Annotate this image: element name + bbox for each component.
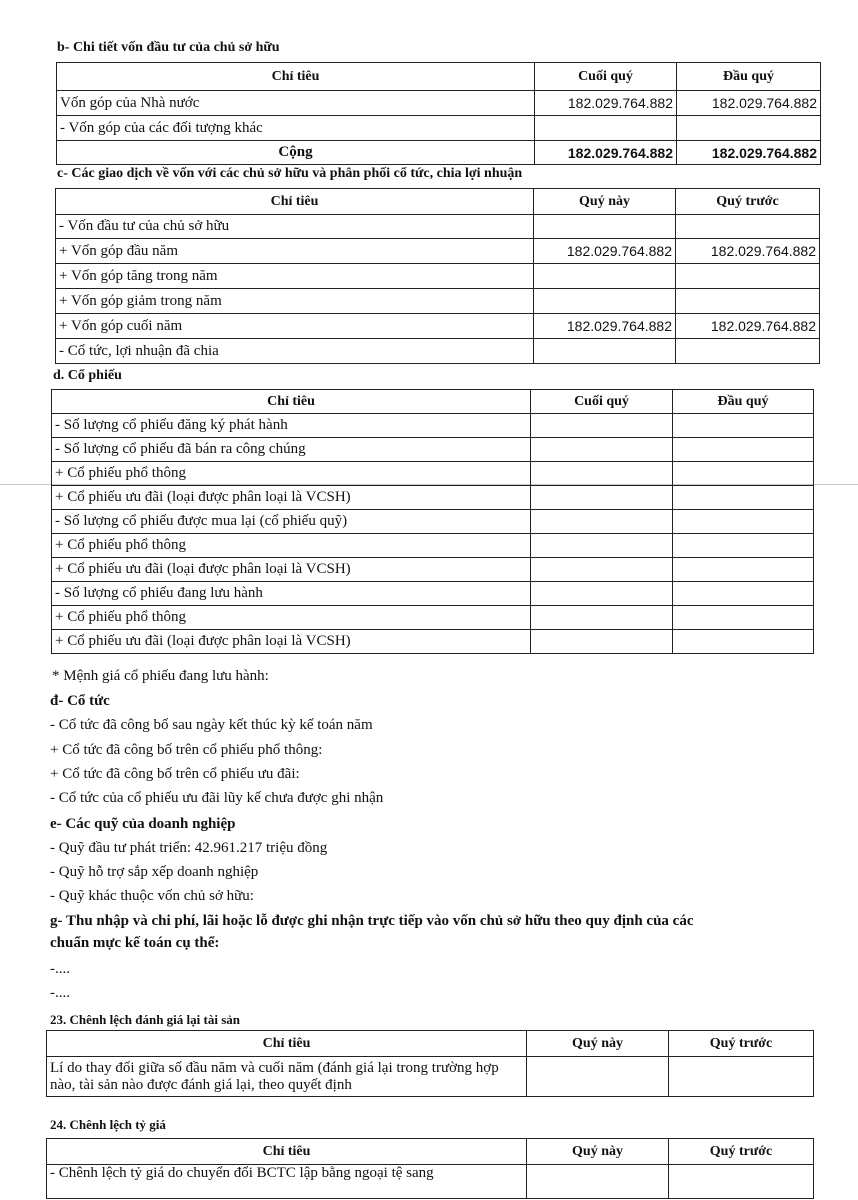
begin-quarter-value xyxy=(673,534,814,558)
dividend-line: - Cổ tức đã công bố sau ngày kết thúc kỳ kế toán năm xyxy=(50,717,373,733)
begin-quarter-value xyxy=(673,486,814,510)
placeholder-line: -.... xyxy=(50,961,70,977)
table-row xyxy=(52,534,814,558)
begin-quarter-value xyxy=(673,414,814,438)
col-header-indicator: Chỉ tiêu xyxy=(56,189,534,215)
table-row xyxy=(47,1165,814,1199)
end-quarter-value xyxy=(531,558,673,582)
this-quarter-value xyxy=(534,264,676,289)
col-header-end-quarter: Cuối quý xyxy=(531,390,673,414)
end-quarter-value: 182.029.764.882 xyxy=(535,91,677,116)
begin-quarter-value xyxy=(673,630,814,654)
exchange-rate-table xyxy=(46,1138,814,1199)
end-quarter-value xyxy=(535,116,677,141)
row-label: - Số lượng cổ phiếu được mua lại (cổ phiếu quỹ) xyxy=(52,510,531,534)
table-row xyxy=(52,462,814,486)
this-quarter-value xyxy=(534,289,676,314)
section-e-heading: e- Các quỹ của doanh nghiệp xyxy=(50,816,236,832)
col-header-begin-quarter: Đầu quý xyxy=(673,390,814,414)
row-label: + Cổ phiếu ưu đãi (loại được phân loại là VCSH) xyxy=(52,486,531,510)
total-row xyxy=(57,141,821,165)
col-header-indicator: Chỉ tiêu xyxy=(47,1139,527,1165)
col-header-end-quarter: Cuối quý xyxy=(535,63,677,91)
section-dd-heading: đ- Cổ tức xyxy=(50,693,110,709)
section-c-heading: c- Các giao dịch về vốn với các chủ sở hữu và phân phối cổ tức, chia lợi nhuận xyxy=(57,166,523,181)
dividend-line: + Cổ tức đã công bố trên cổ phiếu ưu đãi: xyxy=(50,766,300,782)
previous-quarter-value: 182.029.764.882 xyxy=(676,314,820,339)
row-label: - Số lượng cổ phiếu đăng ký phát hành xyxy=(52,414,531,438)
table-row xyxy=(52,510,814,534)
previous-quarter-value xyxy=(676,264,820,289)
col-header-previous-quarter: Quý trước xyxy=(669,1139,814,1165)
col-header-begin-quarter: Đầu quý xyxy=(677,63,821,91)
row-label: + Cổ phiếu phổ thông xyxy=(52,462,531,486)
end-quarter-value xyxy=(531,486,673,510)
table-header-row xyxy=(56,189,820,215)
this-quarter-value: 182.029.764.882 xyxy=(534,239,676,264)
table-row xyxy=(52,630,814,654)
table-row xyxy=(56,289,820,314)
row-label: + Cổ phiếu ưu đãi (loại được phân loại là VCSH) xyxy=(52,558,531,582)
row-label: + Vốn góp giảm trong năm xyxy=(56,289,534,314)
row-label: + Cổ phiếu phổ thông xyxy=(52,606,531,630)
row-label: + Vốn góp cuối năm xyxy=(56,314,534,339)
begin-quarter-value: 182.029.764.882 xyxy=(677,91,821,116)
row-label: - Số lượng cổ phiếu đang lưu hành xyxy=(52,582,531,606)
col-header-indicator: Chỉ tiêu xyxy=(47,1031,527,1057)
previous-quarter-value xyxy=(669,1165,814,1199)
dividend-line: - Cổ tức của cổ phiếu ưu đãi lũy kế chưa được ghi nhận xyxy=(50,790,384,806)
row-label: Lí do thay đổi giữa số đầu năm và cuối năm (đánh giá lại trong trường hợp nào, tài sản nào được đánh giá lại, theo quyết định xyxy=(47,1057,527,1097)
section-g-heading-line2: chuẩn mực kế toán cụ thể: xyxy=(50,935,220,951)
row-label: Vốn góp của Nhà nước xyxy=(57,91,535,116)
table-row xyxy=(57,116,821,141)
end-quarter-value xyxy=(531,414,673,438)
table-header-row xyxy=(57,63,821,91)
this-quarter-value xyxy=(527,1057,669,1097)
end-quarter-value xyxy=(531,534,673,558)
row-label: + Vốn góp tăng trong năm xyxy=(56,264,534,289)
begin-quarter-value xyxy=(673,510,814,534)
table-header-row xyxy=(47,1139,814,1165)
table-row xyxy=(57,91,821,116)
table-row xyxy=(56,339,820,364)
table-row xyxy=(52,582,814,606)
end-quarter-value xyxy=(531,510,673,534)
table-row xyxy=(52,606,814,630)
this-quarter-value xyxy=(527,1165,669,1199)
this-quarter-value xyxy=(534,215,676,239)
revaluation-table xyxy=(46,1030,814,1097)
table-row xyxy=(52,558,814,582)
table-row xyxy=(52,414,814,438)
row-label: - Số lượng cổ phiếu đã bán ra công chúng xyxy=(52,438,531,462)
total-begin-quarter: 182.029.764.882 xyxy=(677,141,821,165)
total-label: Cộng xyxy=(57,141,535,165)
end-quarter-value xyxy=(531,630,673,654)
total-end-quarter: 182.029.764.882 xyxy=(535,141,677,165)
section-d-heading: d. Cổ phiếu xyxy=(53,368,122,383)
end-quarter-value xyxy=(531,462,673,486)
col-header-previous-quarter: Quý trước xyxy=(669,1031,814,1057)
shares-table xyxy=(51,389,814,654)
row-label: - Cổ tức, lợi nhuận đã chia xyxy=(56,339,534,364)
fund-line: - Quỹ hỗ trợ sắp xếp doanh nghiệp xyxy=(50,864,259,880)
section-24-heading: 24. Chênh lệch tỷ giá xyxy=(50,1117,166,1132)
begin-quarter-value xyxy=(673,558,814,582)
table-header-row xyxy=(47,1031,814,1057)
table-row xyxy=(52,486,814,510)
fund-line: - Quỹ đầu tư phát triển: 42.961.217 triệu đồng xyxy=(50,840,328,856)
previous-quarter-value xyxy=(676,215,820,239)
table-header-row xyxy=(52,390,814,414)
col-header-this-quarter: Quý này xyxy=(527,1031,669,1057)
col-header-indicator: Chỉ tiêu xyxy=(52,390,531,414)
previous-quarter-value: 182.029.764.882 xyxy=(676,239,820,264)
col-header-this-quarter: Quý này xyxy=(534,189,676,215)
previous-quarter-value xyxy=(676,339,820,364)
row-label: + Cổ phiếu ưu đãi (loại được phân loại là VCSH) xyxy=(52,630,531,654)
section-23-heading: 23. Chênh lệch đánh giá lại tài sản xyxy=(50,1012,240,1027)
section-b-heading: b- Chi tiết vốn đầu tư của chủ sở hữu xyxy=(57,40,280,55)
table-row xyxy=(56,239,820,264)
table-row xyxy=(56,264,820,289)
col-header-this-quarter: Quý này xyxy=(527,1139,669,1165)
col-header-previous-quarter: Quý trước xyxy=(676,189,820,215)
this-quarter-value: 182.029.764.882 xyxy=(534,314,676,339)
row-label: - Vốn đầu tư của chủ sở hữu xyxy=(56,215,534,239)
row-label: - Vốn góp của các đối tượng khác xyxy=(57,116,535,141)
row-label: + Vốn góp đầu năm xyxy=(56,239,534,264)
fund-line: - Quỹ khác thuộc vốn chủ sở hữu: xyxy=(50,888,254,904)
begin-quarter-value xyxy=(673,606,814,630)
section-g-heading-line1: g- Thu nhập và chi phí, lãi hoặc lỗ được ghi nhận trực tiếp vào vốn chủ sở hữu theo quy định của các xyxy=(50,913,694,929)
par-value-note: * Mệnh giá cổ phiếu đang lưu hành: xyxy=(52,668,269,684)
owner-equity-detail-table xyxy=(56,62,821,165)
table-row xyxy=(47,1057,814,1097)
this-quarter-value xyxy=(534,339,676,364)
capital-transactions-table xyxy=(55,188,820,364)
previous-quarter-value xyxy=(669,1057,814,1097)
begin-quarter-value xyxy=(673,462,814,486)
begin-quarter-value xyxy=(677,116,821,141)
end-quarter-value xyxy=(531,438,673,462)
row-label: - Chênh lệch tỷ giá do chuyển đổi BCTC lập bằng ngoại tệ sang xyxy=(47,1165,527,1199)
begin-quarter-value xyxy=(673,582,814,606)
table-row xyxy=(56,314,820,339)
row-label: + Cổ phiếu phổ thông xyxy=(52,534,531,558)
end-quarter-value xyxy=(531,606,673,630)
col-header-indicator: Chỉ tiêu xyxy=(57,63,535,91)
placeholder-line: -.... xyxy=(50,985,70,1001)
table-row xyxy=(52,438,814,462)
previous-quarter-value xyxy=(676,289,820,314)
dividend-line: + Cổ tức đã công bố trên cổ phiếu phổ thông: xyxy=(50,742,323,758)
end-quarter-value xyxy=(531,582,673,606)
begin-quarter-value xyxy=(673,438,814,462)
table-row xyxy=(56,215,820,239)
